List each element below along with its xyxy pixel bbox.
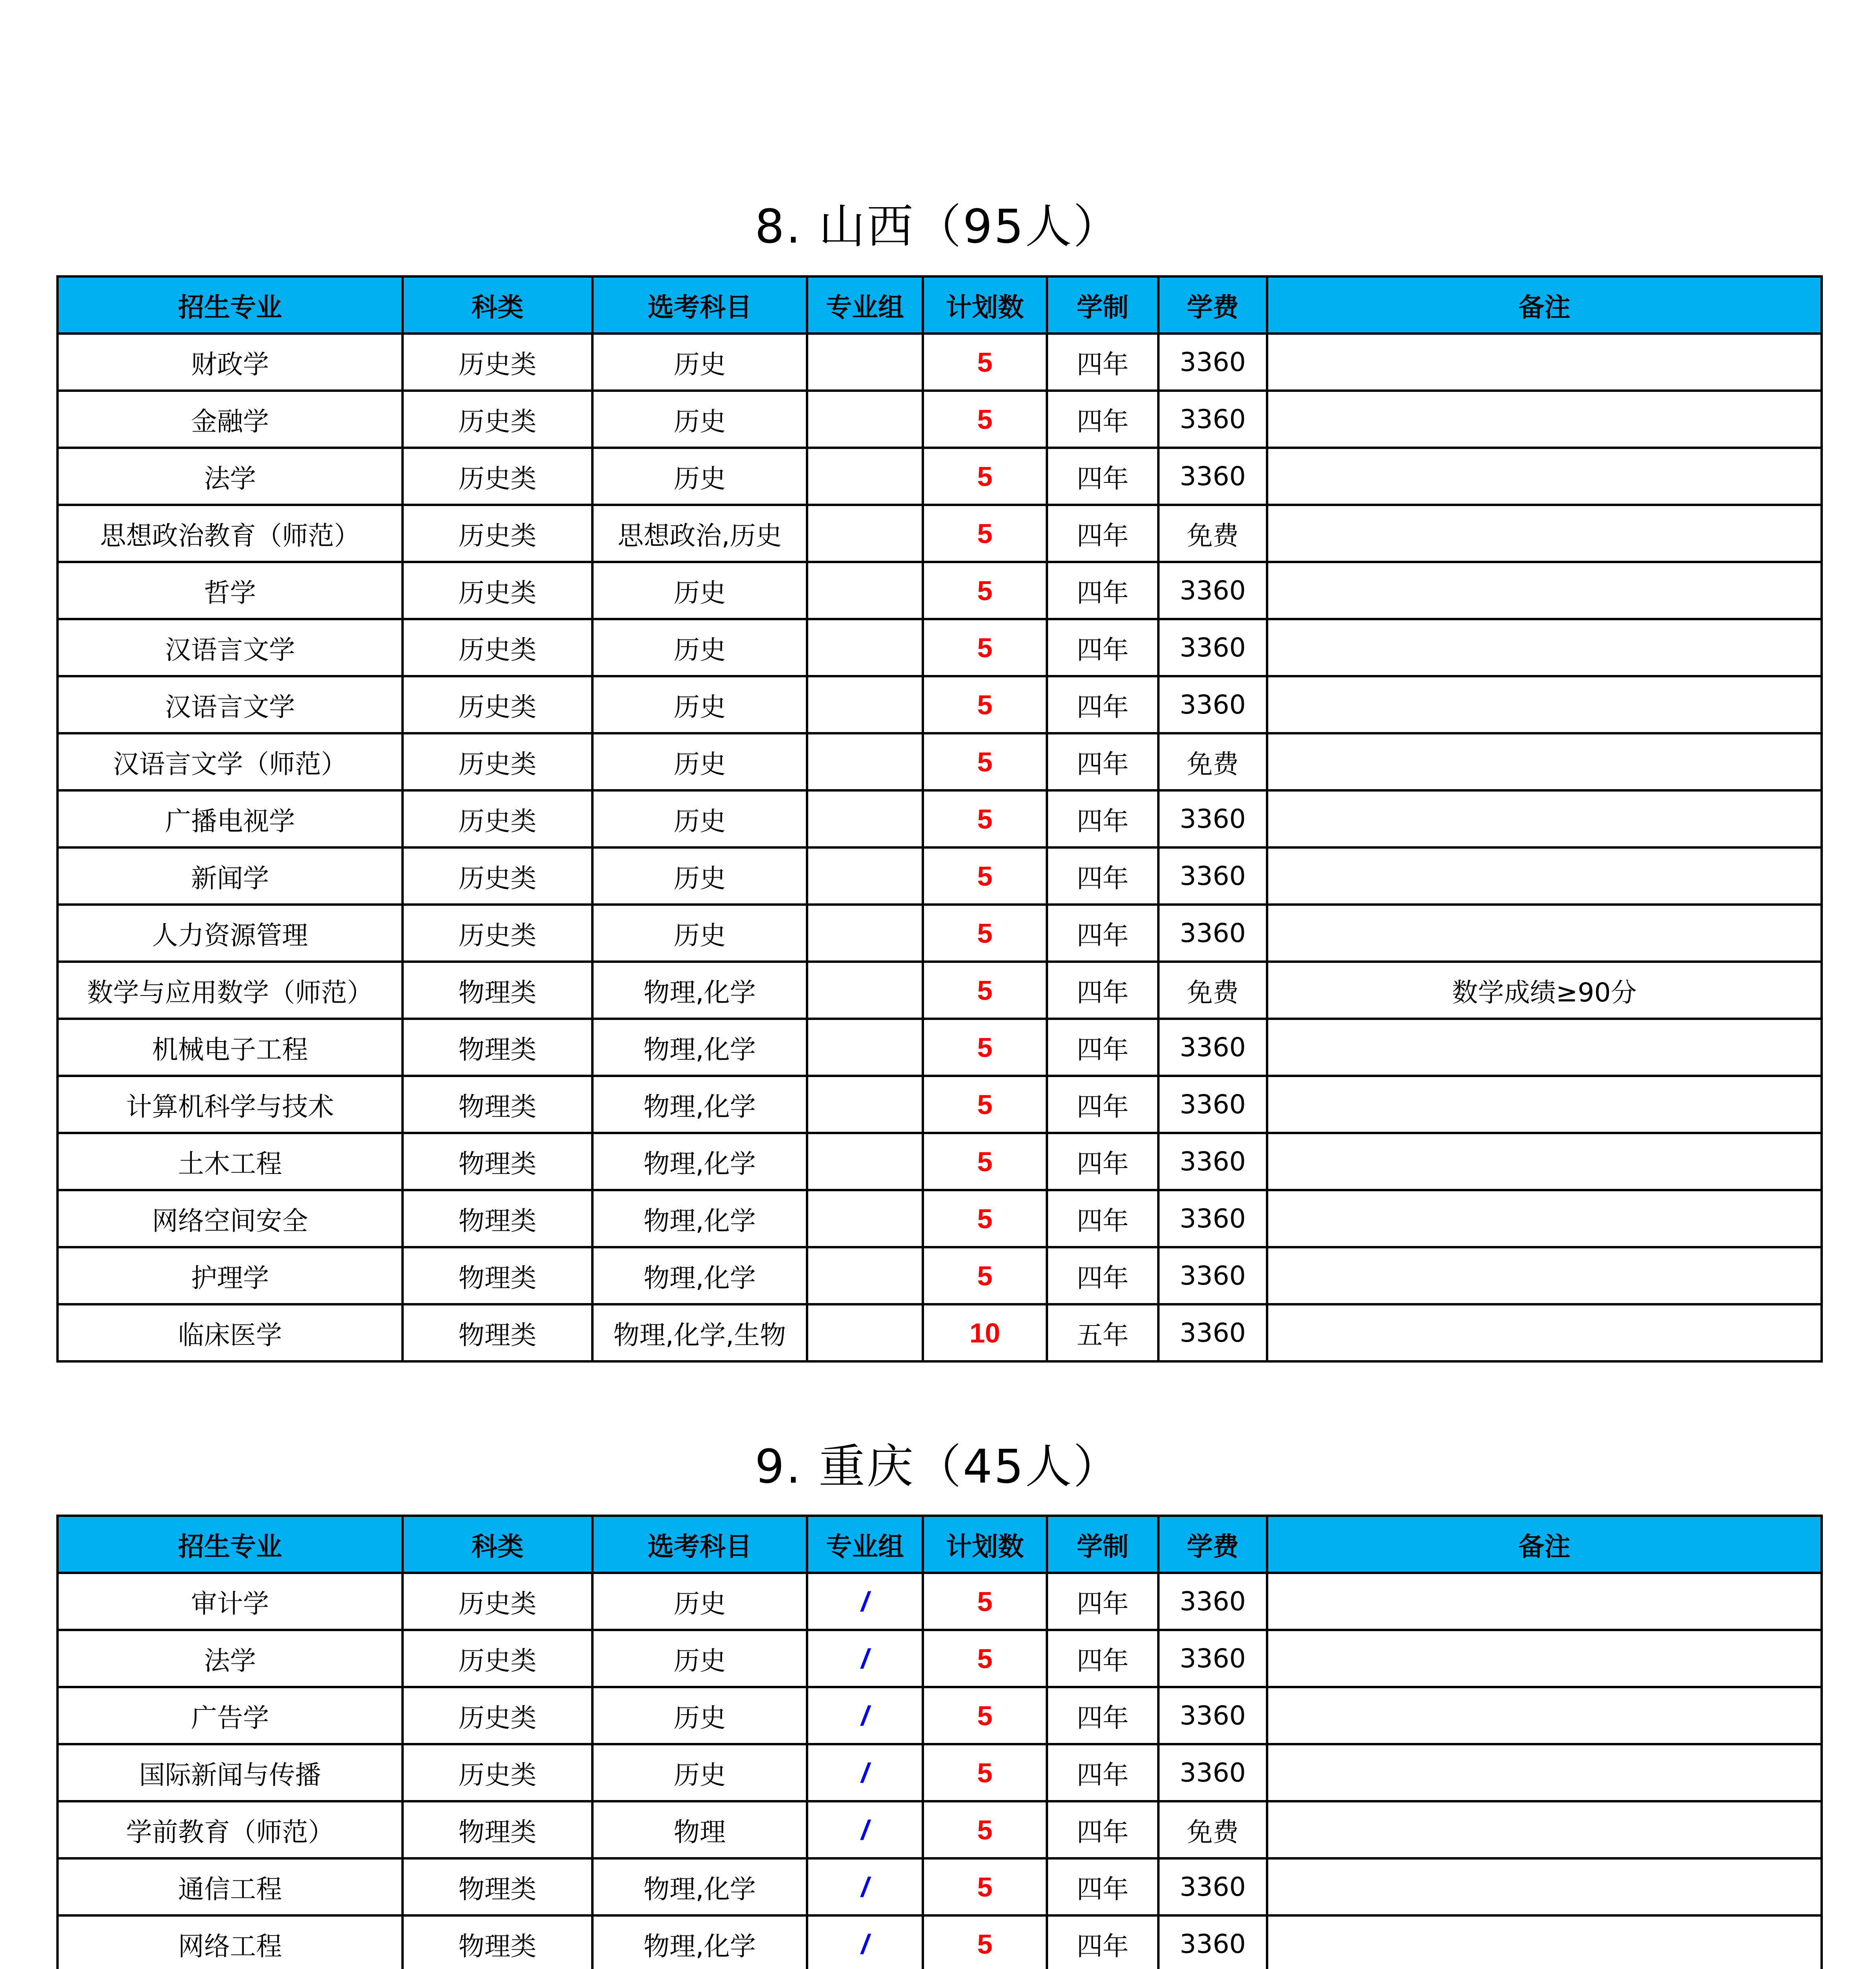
fee-cell: 3360 [1158, 1190, 1267, 1247]
subjects-cell: 历史 [592, 448, 807, 505]
major-cell: 国际新闻与传播 [58, 1744, 403, 1801]
duration-cell: 四年 [1047, 1133, 1158, 1190]
remark-cell [1267, 1247, 1822, 1304]
subjects-cell: 历史 [592, 391, 807, 448]
group-cell [807, 790, 923, 847]
plan-count-cell: 5 [923, 790, 1047, 847]
major-cell: 网络空间安全 [58, 1190, 403, 1247]
major-cell: 哲学 [58, 562, 403, 619]
remark-cell [1267, 334, 1822, 391]
duration-cell: 四年 [1047, 1687, 1158, 1744]
subjects-cell: 物理,化学 [592, 1019, 807, 1076]
category-cell: 物理类 [403, 1858, 592, 1915]
category-cell: 历史类 [403, 391, 592, 448]
table-row [58, 1190, 1822, 1247]
plan-count-cell: 5 [923, 1915, 1047, 1969]
subjects-cell: 历史 [592, 1573, 807, 1630]
table-row [58, 1304, 1822, 1361]
group-cell [807, 619, 923, 676]
group-cell [807, 505, 923, 562]
column-header-duration: 学制 [1047, 276, 1158, 334]
group-cell [807, 1190, 923, 1247]
table-row [58, 448, 1822, 505]
column-header-major: 招生专业 [58, 276, 403, 334]
fee-cell: 3360 [1158, 1573, 1267, 1630]
category-cell: 历史类 [403, 505, 592, 562]
column-header-plan: 计划数 [923, 276, 1047, 334]
plan-count-cell: 5 [923, 1801, 1047, 1858]
subjects-cell: 思想政治,历史 [592, 505, 807, 562]
table-row [58, 1744, 1822, 1801]
category-cell: 物理类 [403, 1304, 592, 1361]
group-cell [807, 448, 923, 505]
group-cell [807, 1019, 923, 1076]
group-cell: / [807, 1744, 923, 1801]
table-row [58, 847, 1822, 905]
category-cell: 历史类 [403, 1687, 592, 1744]
subjects-cell: 物理,化学 [592, 1858, 807, 1915]
plan-count-cell: 5 [923, 1687, 1047, 1744]
duration-cell: 四年 [1047, 1744, 1158, 1801]
category-cell: 历史类 [403, 1630, 592, 1687]
plan-count-cell: 5 [923, 334, 1047, 391]
column-header-group: 专业组 [807, 276, 923, 334]
remark-cell [1267, 847, 1822, 905]
table-row [58, 1573, 1822, 1630]
duration-cell: 四年 [1047, 1573, 1158, 1630]
duration-cell: 四年 [1047, 1915, 1158, 1969]
remark-cell [1267, 562, 1822, 619]
subjects-cell: 物理,化学 [592, 1915, 807, 1969]
category-cell: 历史类 [403, 619, 592, 676]
major-cell: 人力资源管理 [58, 905, 403, 962]
fee-cell: 3360 [1158, 619, 1267, 676]
major-cell: 临床医学 [58, 1304, 403, 1361]
plan-count-cell: 5 [923, 905, 1047, 962]
category-cell: 历史类 [403, 448, 592, 505]
remark-cell: 数学成绩≥90分 [1267, 962, 1822, 1019]
duration-cell: 四年 [1047, 1190, 1158, 1247]
table-row [58, 1858, 1822, 1915]
category-cell: 物理类 [403, 1133, 592, 1190]
group-cell [807, 962, 923, 1019]
group-cell [807, 676, 923, 733]
table-row [58, 1076, 1822, 1133]
plan-count-cell: 5 [923, 847, 1047, 905]
duration-cell: 四年 [1047, 733, 1158, 790]
duration-cell: 四年 [1047, 505, 1158, 562]
subjects-cell: 历史 [592, 1630, 807, 1687]
table-row [58, 562, 1822, 619]
category-cell: 历史类 [403, 905, 592, 962]
plan-count-cell: 5 [923, 1573, 1047, 1630]
fee-cell: 3360 [1158, 1304, 1267, 1361]
remark-cell [1267, 676, 1822, 733]
major-cell: 汉语言文学 [58, 619, 403, 676]
duration-cell: 四年 [1047, 847, 1158, 905]
major-cell: 法学 [58, 448, 403, 505]
column-header-remark: 备注 [1267, 276, 1822, 334]
fee-cell: 3360 [1158, 1019, 1267, 1076]
category-cell: 物理类 [403, 1076, 592, 1133]
remark-cell [1267, 733, 1822, 790]
major-cell: 数学与应用数学（师范） [58, 962, 403, 1019]
category-cell: 物理类 [403, 1190, 592, 1247]
group-cell [807, 905, 923, 962]
remark-cell [1267, 790, 1822, 847]
subjects-cell: 物理,化学,生物 [592, 1304, 807, 1361]
table-body-shanxi [58, 334, 1822, 1361]
group-cell [807, 733, 923, 790]
remark-cell [1267, 1858, 1822, 1915]
duration-cell: 四年 [1047, 676, 1158, 733]
group-cell [807, 1304, 923, 1361]
subjects-cell: 历史 [592, 847, 807, 905]
fee-cell: 免费 [1158, 962, 1267, 1019]
fee-cell: 免费 [1158, 505, 1267, 562]
remark-cell [1267, 1190, 1822, 1247]
table-row [58, 1687, 1822, 1744]
fee-cell: 3360 [1158, 1915, 1267, 1969]
plan-count-cell: 5 [923, 1076, 1047, 1133]
column-header-fee: 学费 [1158, 1516, 1267, 1573]
remark-cell [1267, 1801, 1822, 1858]
group-cell [807, 1247, 923, 1304]
fee-cell: 3360 [1158, 334, 1267, 391]
subjects-cell: 物理,化学 [592, 1247, 807, 1304]
column-header-remark: 备注 [1267, 1516, 1822, 1573]
plan-count-cell: 5 [923, 391, 1047, 448]
remark-cell [1267, 1304, 1822, 1361]
duration-cell: 四年 [1047, 1858, 1158, 1915]
table-row [58, 334, 1822, 391]
subjects-cell: 历史 [592, 790, 807, 847]
duration-cell: 五年 [1047, 1304, 1158, 1361]
table-row [58, 1019, 1822, 1076]
remark-cell [1267, 1573, 1822, 1630]
subjects-cell: 历史 [592, 676, 807, 733]
subjects-cell: 历史 [592, 733, 807, 790]
fee-cell: 3360 [1158, 1630, 1267, 1687]
subjects-cell: 物理,化学 [592, 1076, 807, 1133]
table-row [58, 790, 1822, 847]
duration-cell: 四年 [1047, 905, 1158, 962]
duration-cell: 四年 [1047, 391, 1158, 448]
major-cell: 法学 [58, 1630, 403, 1687]
major-cell: 汉语言文学（师范） [58, 733, 403, 790]
category-cell: 历史类 [403, 1573, 592, 1630]
plan-count-cell: 5 [923, 1858, 1047, 1915]
plan-count-cell: 5 [923, 1744, 1047, 1801]
plan-count-cell: 5 [923, 505, 1047, 562]
group-cell [807, 1076, 923, 1133]
column-header-major: 招生专业 [58, 1516, 403, 1573]
category-cell: 历史类 [403, 676, 592, 733]
duration-cell: 四年 [1047, 1019, 1158, 1076]
column-header-fee: 学费 [1158, 276, 1267, 334]
column-header-subjects: 选考科目 [592, 276, 807, 334]
fee-cell: 3360 [1158, 1687, 1267, 1744]
group-cell: / [807, 1858, 923, 1915]
major-cell: 财政学 [58, 334, 403, 391]
category-cell: 物理类 [403, 1915, 592, 1969]
major-cell: 新闻学 [58, 847, 403, 905]
group-cell: / [807, 1573, 923, 1630]
fee-cell: 3360 [1158, 676, 1267, 733]
plan-count-cell: 5 [923, 962, 1047, 1019]
duration-cell: 四年 [1047, 562, 1158, 619]
subjects-cell: 历史 [592, 334, 807, 391]
category-cell: 物理类 [403, 1801, 592, 1858]
section-title-chongqing: 9. 重庆（45人） [755, 1439, 1121, 1494]
remark-cell [1267, 1076, 1822, 1133]
subjects-cell: 历史 [592, 905, 807, 962]
major-cell: 机械电子工程 [58, 1019, 403, 1076]
remark-cell [1267, 1687, 1822, 1744]
subjects-cell: 物理 [592, 1801, 807, 1858]
fee-cell: 3360 [1158, 905, 1267, 962]
column-header-duration: 学制 [1047, 1516, 1158, 1573]
remark-cell [1267, 1630, 1822, 1687]
plan-count-cell: 5 [923, 448, 1047, 505]
major-cell: 广播电视学 [58, 790, 403, 847]
major-cell: 土木工程 [58, 1133, 403, 1190]
fee-cell: 3360 [1158, 847, 1267, 905]
category-cell: 历史类 [403, 847, 592, 905]
major-cell: 护理学 [58, 1247, 403, 1304]
fee-cell: 3360 [1158, 391, 1267, 448]
table-row [58, 1801, 1822, 1858]
category-cell: 历史类 [403, 790, 592, 847]
enrollment-table-chongqing [56, 1515, 1823, 1969]
major-cell: 学前教育（师范） [58, 1801, 403, 1858]
major-cell: 网络工程 [58, 1915, 403, 1969]
duration-cell: 四年 [1047, 962, 1158, 1019]
column-header-group: 专业组 [807, 1516, 923, 1573]
major-cell: 计算机科学与技术 [58, 1076, 403, 1133]
section-title-shanxi: 8. 山西（95人） [755, 199, 1121, 254]
fee-cell: 3360 [1158, 1133, 1267, 1190]
group-cell [807, 334, 923, 391]
remark-cell [1267, 1744, 1822, 1801]
fee-cell: 3360 [1158, 790, 1267, 847]
category-cell: 物理类 [403, 962, 592, 1019]
group-cell: / [807, 1630, 923, 1687]
fee-cell: 3360 [1158, 1076, 1267, 1133]
duration-cell: 四年 [1047, 1630, 1158, 1687]
table-row [58, 905, 1822, 962]
table-row [58, 619, 1822, 676]
column-header-category: 科类 [403, 1516, 592, 1573]
group-cell [807, 562, 923, 619]
fee-cell: 3360 [1158, 1247, 1267, 1304]
table-header-row [58, 276, 1822, 334]
plan-count-cell: 5 [923, 733, 1047, 790]
table-row [58, 505, 1822, 562]
duration-cell: 四年 [1047, 1076, 1158, 1133]
category-cell: 历史类 [403, 334, 592, 391]
table-row [58, 1133, 1822, 1190]
remark-cell [1267, 391, 1822, 448]
duration-cell: 四年 [1047, 790, 1158, 847]
subjects-cell: 物理,化学 [592, 1133, 807, 1190]
table-row [58, 733, 1822, 790]
plan-count-cell: 10 [923, 1304, 1047, 1361]
subjects-cell: 历史 [592, 562, 807, 619]
column-header-category: 科类 [403, 276, 592, 334]
subjects-cell: 历史 [592, 619, 807, 676]
major-cell: 通信工程 [58, 1858, 403, 1915]
plan-count-cell: 5 [923, 1247, 1047, 1304]
group-cell [807, 391, 923, 448]
subjects-cell: 历史 [592, 1687, 807, 1744]
remark-cell [1267, 619, 1822, 676]
plan-count-cell: 5 [923, 1019, 1047, 1076]
major-cell: 金融学 [58, 391, 403, 448]
major-cell: 思想政治教育（师范） [58, 505, 403, 562]
fee-cell: 免费 [1158, 733, 1267, 790]
remark-cell [1267, 505, 1822, 562]
subjects-cell: 物理,化学 [592, 1190, 807, 1247]
enrollment-table-shanxi [56, 275, 1823, 1363]
duration-cell: 四年 [1047, 1247, 1158, 1304]
plan-count-cell: 5 [923, 562, 1047, 619]
category-cell: 历史类 [403, 733, 592, 790]
plan-count-cell: 5 [923, 1190, 1047, 1247]
remark-cell [1267, 1133, 1822, 1190]
column-header-subjects: 选考科目 [592, 1516, 807, 1573]
fee-cell: 免费 [1158, 1801, 1267, 1858]
duration-cell: 四年 [1047, 334, 1158, 391]
subjects-cell: 历史 [592, 1744, 807, 1801]
table-row [58, 1915, 1822, 1969]
group-cell: / [807, 1687, 923, 1744]
plan-count-cell: 5 [923, 676, 1047, 733]
remark-cell [1267, 1019, 1822, 1076]
fee-cell: 3360 [1158, 1744, 1267, 1801]
duration-cell: 四年 [1047, 1801, 1158, 1858]
category-cell: 历史类 [403, 1744, 592, 1801]
plan-count-cell: 5 [923, 1630, 1047, 1687]
fee-cell: 3360 [1158, 1858, 1267, 1915]
duration-cell: 四年 [1047, 619, 1158, 676]
remark-cell [1267, 905, 1822, 962]
duration-cell: 四年 [1047, 448, 1158, 505]
remark-cell [1267, 1915, 1822, 1969]
table-row [58, 1630, 1822, 1687]
plan-count-cell: 5 [923, 619, 1047, 676]
category-cell: 物理类 [403, 1019, 592, 1076]
major-cell: 汉语言文学 [58, 676, 403, 733]
table-row [58, 391, 1822, 448]
table-row [58, 1247, 1822, 1304]
category-cell: 历史类 [403, 562, 592, 619]
plan-count-cell: 5 [923, 1133, 1047, 1190]
group-cell: / [807, 1801, 923, 1858]
group-cell [807, 847, 923, 905]
table-body-chongqing [58, 1573, 1822, 1969]
table-row [58, 962, 1822, 1019]
subjects-cell: 物理,化学 [592, 962, 807, 1019]
remark-cell [1267, 448, 1822, 505]
major-cell: 广告学 [58, 1687, 403, 1744]
table-header-row [58, 1516, 1822, 1573]
fee-cell: 3360 [1158, 448, 1267, 505]
table-row [58, 676, 1822, 733]
major-cell: 审计学 [58, 1573, 403, 1630]
fee-cell: 3360 [1158, 562, 1267, 619]
group-cell [807, 1133, 923, 1190]
category-cell: 物理类 [403, 1247, 592, 1304]
group-cell: / [807, 1915, 923, 1969]
column-header-plan: 计划数 [923, 1516, 1047, 1573]
